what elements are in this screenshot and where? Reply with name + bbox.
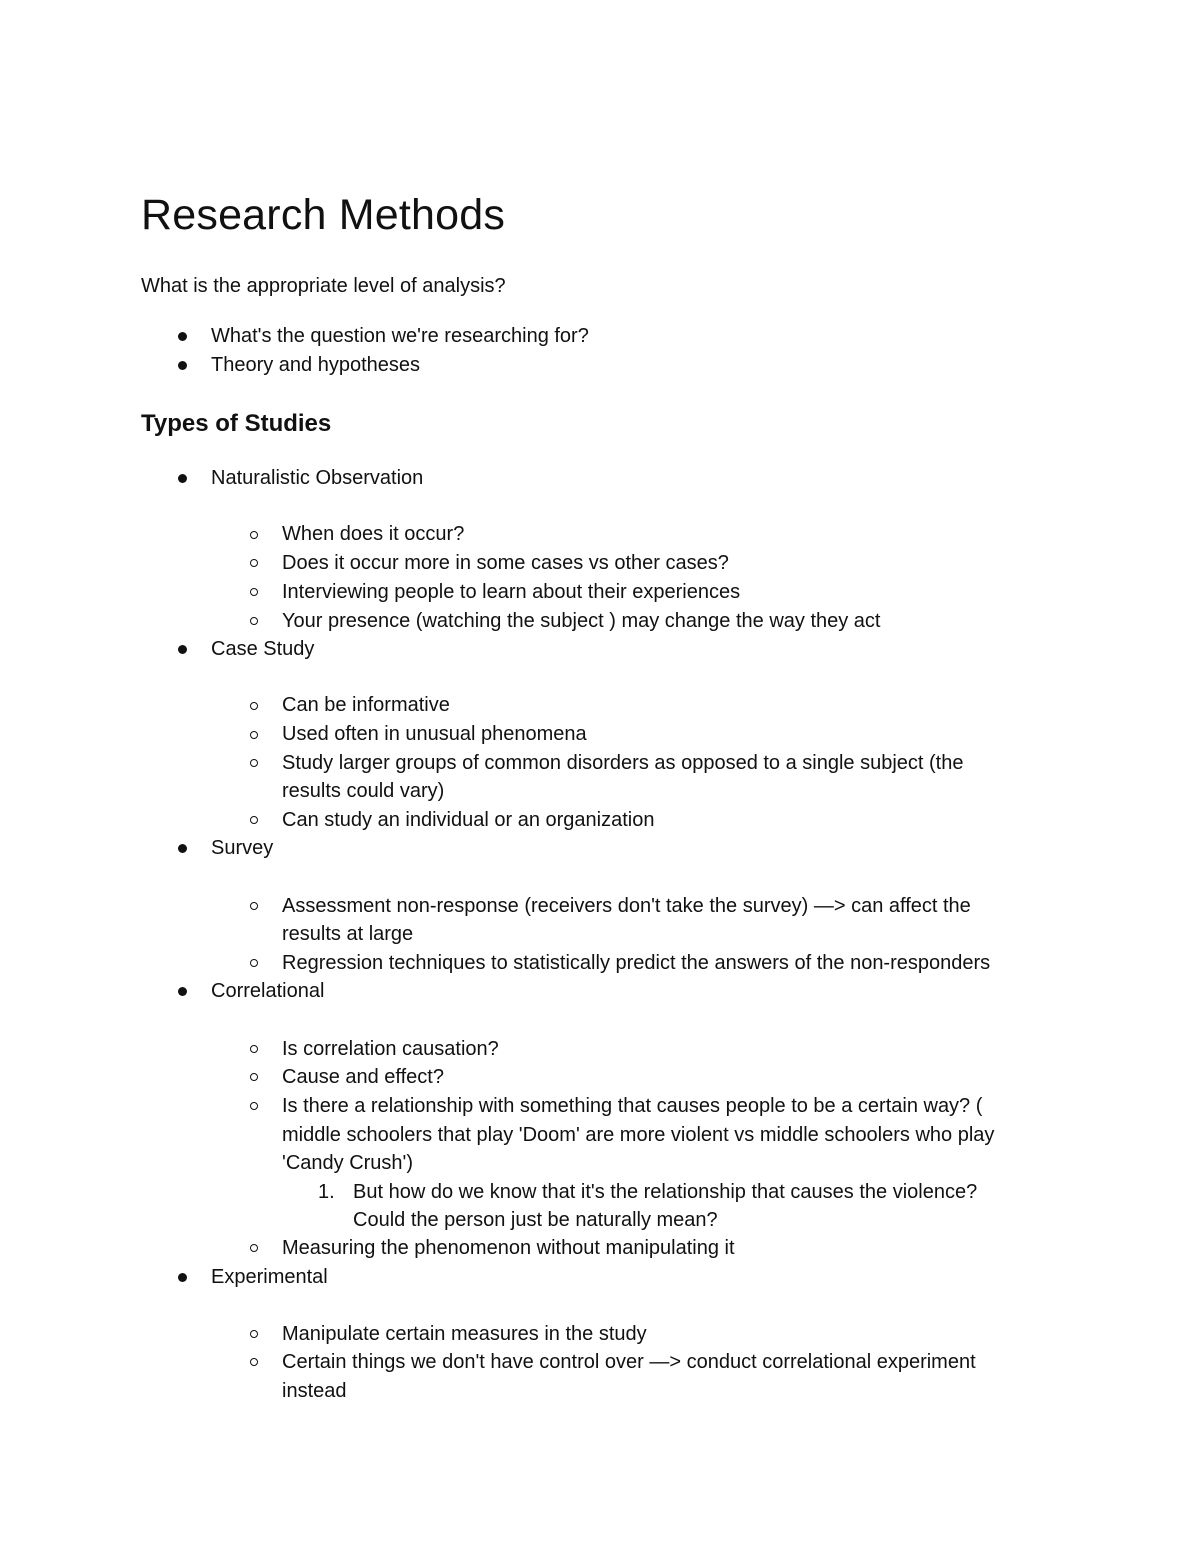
sub-bullet-circle — [250, 816, 258, 824]
list-item: Does it occur more in some cases vs other cases? — [282, 552, 729, 574]
list-item: Your presence (watching the subject ) may change the way they act — [282, 610, 881, 632]
sub-bullet-circle — [250, 959, 258, 967]
bullet-dot — [178, 844, 187, 853]
sub-bullet-circle — [250, 617, 258, 625]
sub-bullet-circle — [250, 702, 258, 710]
sub-bullet-circle — [250, 1045, 258, 1053]
list-item: Assessment non-response (receivers don't take the survey) —> can affect the — [282, 895, 971, 917]
study-type-label: Case Study — [211, 638, 315, 660]
numbered-item-continuation: Could the person just be naturally mean? — [353, 1209, 718, 1231]
study-type-label: Survey — [211, 837, 274, 859]
sub-bullet-circle — [250, 1102, 258, 1110]
list-item: Interviewing people to learn about their experiences — [282, 581, 741, 603]
sub-bullet-circle — [250, 531, 258, 539]
list-item: Study larger groups of common disorders as opposed to a single subject (the — [282, 752, 964, 774]
sub-bullet-circle — [250, 902, 258, 910]
sub-bullet-circle — [250, 1244, 258, 1252]
list-item: Used often in unusual phenomena — [282, 723, 587, 745]
list-item-continuation: 'Candy Crush') — [282, 1152, 414, 1174]
numbered-marker: 1. — [318, 1181, 335, 1203]
list-item: Manipulate certain measures in the study — [282, 1323, 647, 1345]
list-item-continuation: middle schoolers that play 'Doom' are more violent vs middle schoolers who play — [282, 1124, 995, 1146]
list-item: Cause and effect? — [282, 1066, 444, 1088]
list-item: Measuring the phenomenon without manipulating it — [282, 1237, 735, 1259]
bullet-dot — [178, 987, 187, 996]
sub-bullet-circle — [250, 1358, 258, 1366]
study-type-label: Naturalistic Observation — [211, 467, 424, 489]
sub-bullet-circle — [250, 559, 258, 567]
list-item: What's the question we're researching for? — [211, 325, 589, 347]
bullet-dot — [178, 332, 187, 341]
intro-question: What is the appropriate level of analysis? — [141, 275, 506, 297]
list-item-continuation: instead — [282, 1380, 347, 1402]
sub-bullet-circle — [250, 731, 258, 739]
list-item: Can be informative — [282, 694, 450, 716]
list-item: Is there a relationship with something that causes people to be a certain way? ( — [282, 1095, 983, 1117]
list-item: Is correlation causation? — [282, 1038, 499, 1060]
sub-bullet-circle — [250, 1073, 258, 1081]
sub-bullet-circle — [250, 759, 258, 767]
list-item: Theory and hypotheses — [211, 354, 421, 376]
list-item: Regression techniques to statistically predict the answers of the non-responders — [282, 952, 991, 974]
sub-bullet-circle — [250, 1330, 258, 1338]
list-item-continuation: results could vary) — [282, 780, 445, 802]
list-item: When does it occur? — [282, 523, 465, 545]
page-title: Research Methods — [141, 191, 506, 239]
list-item: Can study an individual or an organization — [282, 809, 655, 831]
study-type-label: Correlational — [211, 980, 325, 1002]
bullet-dot — [178, 645, 187, 654]
list-item-continuation: results at large — [282, 923, 414, 945]
bullet-dot — [178, 361, 187, 370]
bullet-dot — [178, 1273, 187, 1282]
sub-bullet-circle — [250, 588, 258, 596]
bullet-dot — [178, 474, 187, 483]
study-type-label: Experimental — [211, 1266, 328, 1288]
list-item: Certain things we don't have control over —> conduct correlational experiment — [282, 1351, 976, 1373]
numbered-item: But how do we know that it's the relationship that causes the violence? — [353, 1181, 978, 1203]
section-heading: Types of Studies — [141, 410, 332, 437]
